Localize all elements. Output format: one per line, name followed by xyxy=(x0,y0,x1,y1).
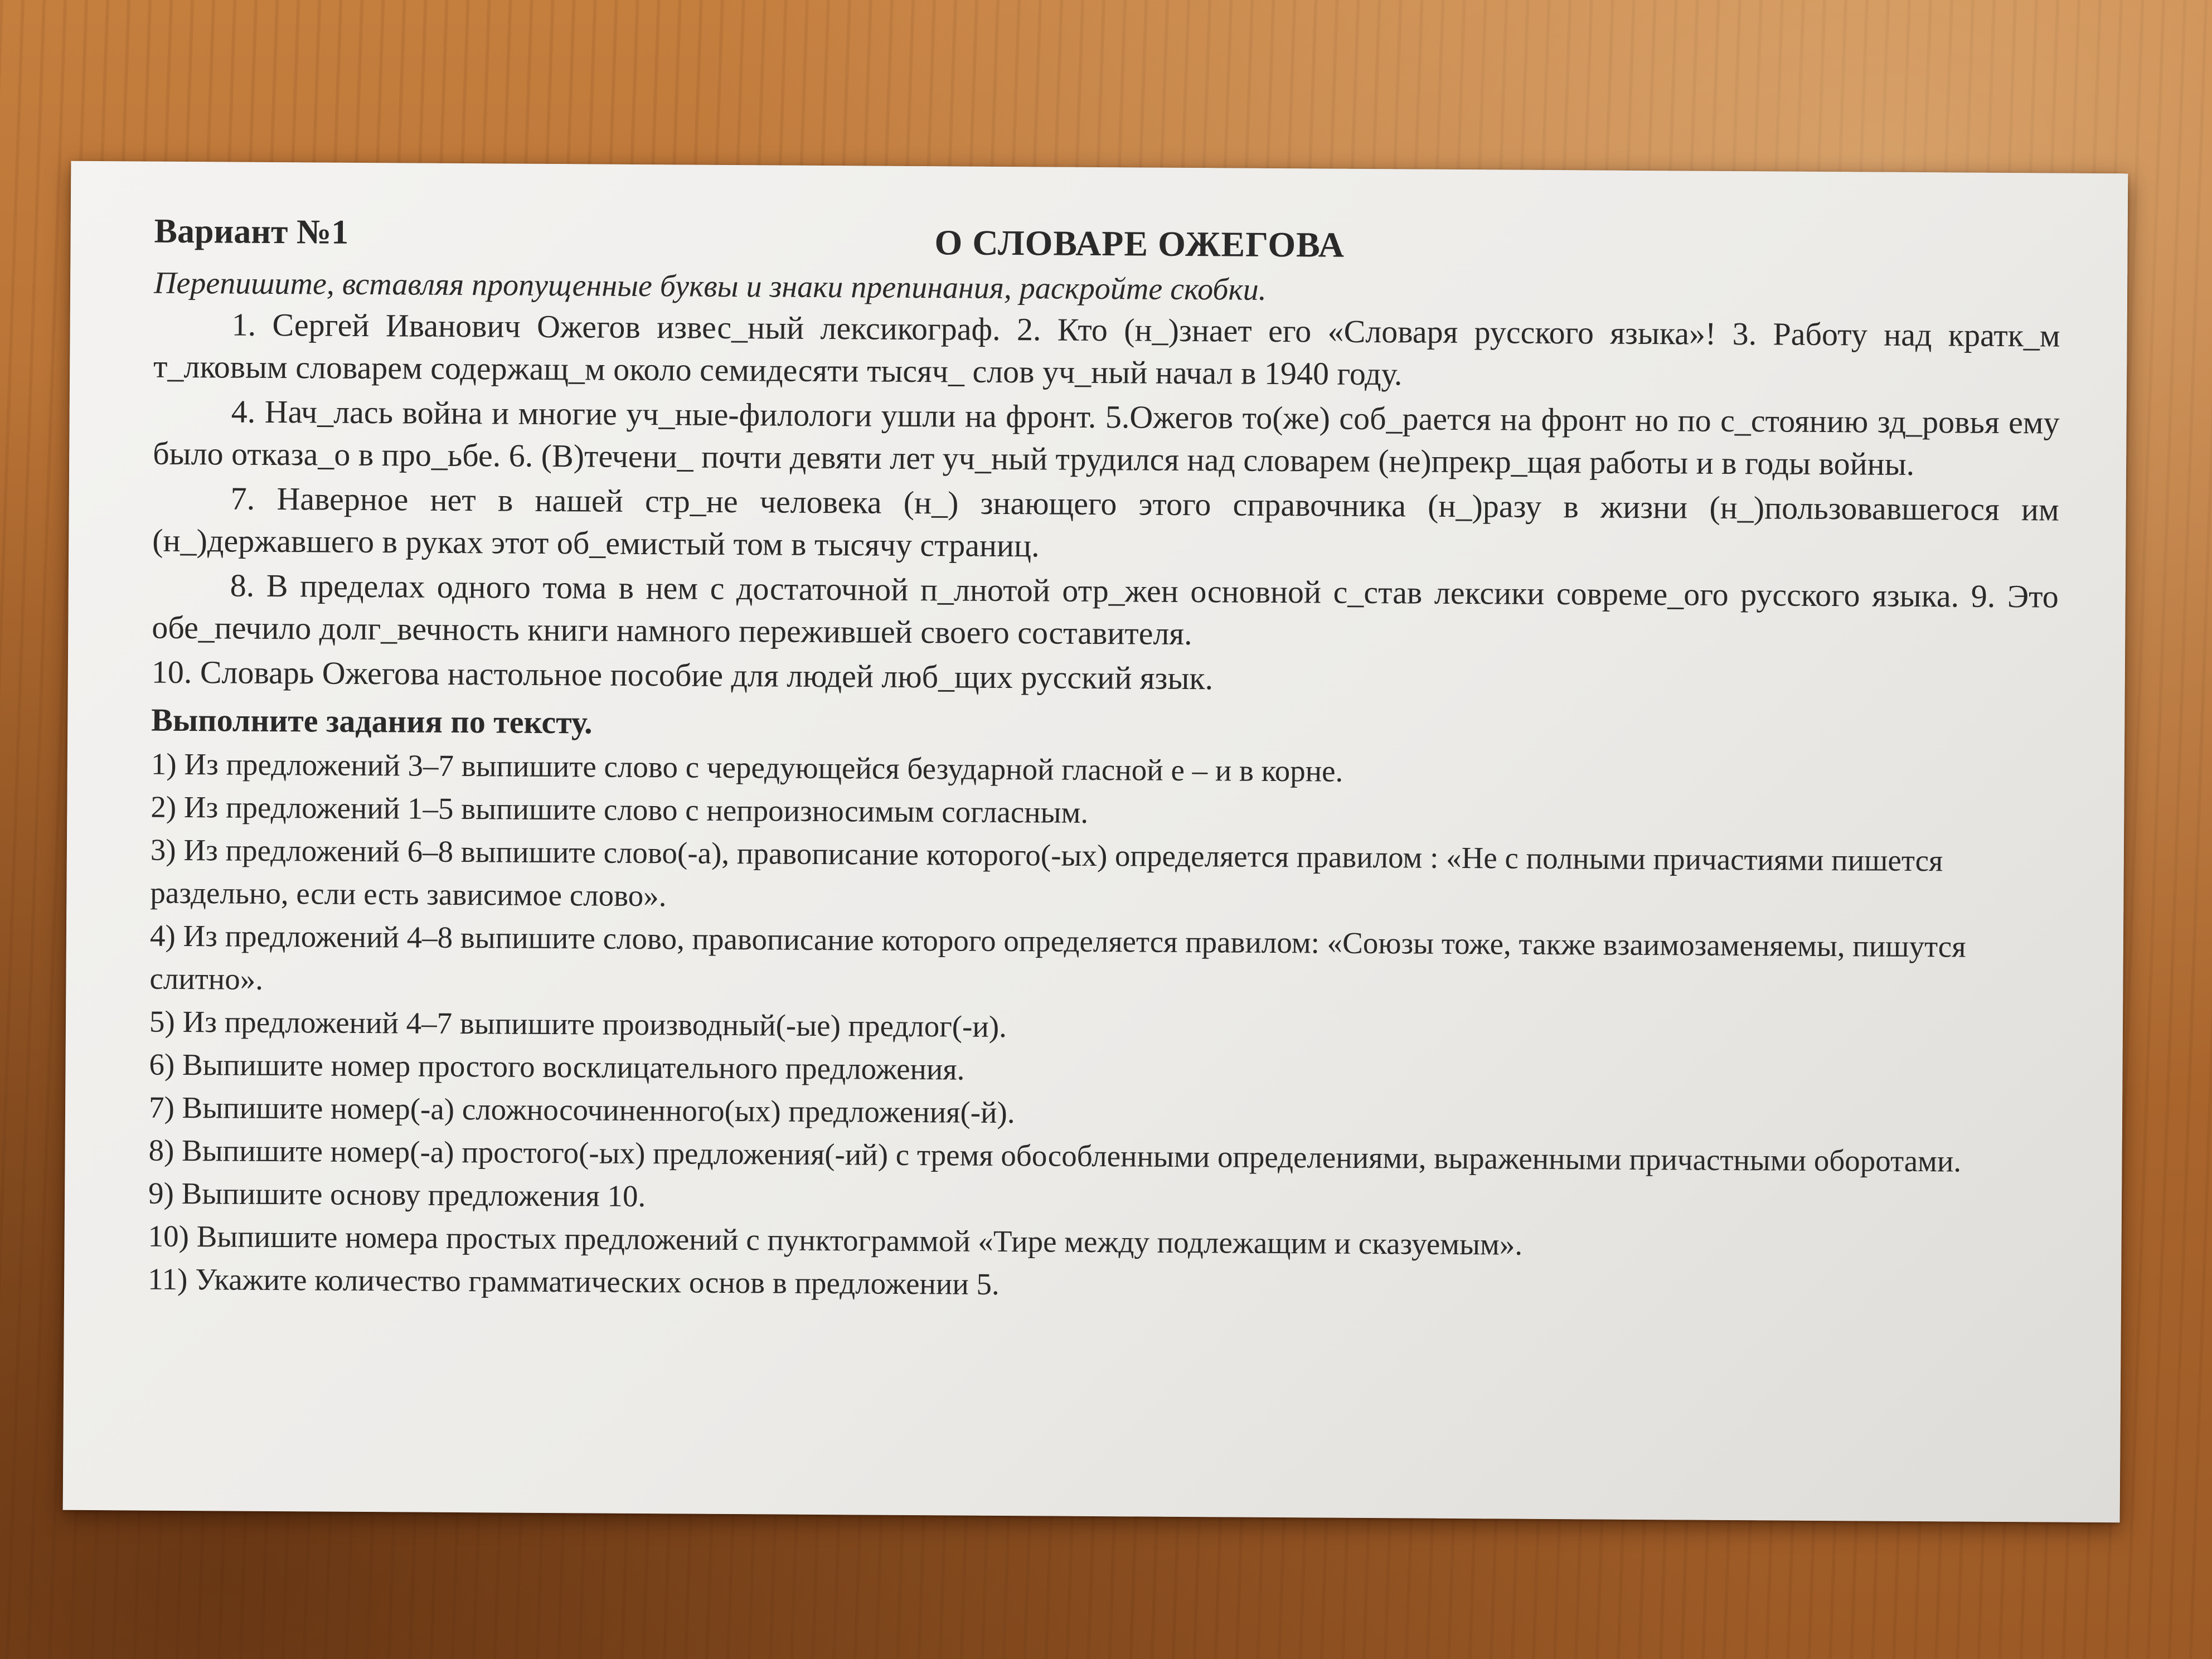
task-item: 10) Выпишите номера простых предложений с пунктограммой «Тире между подлежащим и сказуемым». xyxy=(148,1219,1523,1262)
task-item: 6) Выпишите номер простого восклицательного предложения. xyxy=(149,1047,965,1086)
text-paragraph: 8. В пределах одного тома в нем с достаточной п_лнотой отр_жен основной с_став лексики совреме_ого русского языка. 9. Это обе_печило долг_вечность книги намного пережившей своего составителя. xyxy=(152,567,2059,652)
tasks-heading: Выполните задания по тексту. xyxy=(151,701,593,741)
task-item: 7) Выпишите номер(-а) сложносочиненного(ых) предложения(-й). xyxy=(148,1090,1015,1130)
task-item: 4) Из предложений 4–8 выпишите слово, правописание которого определяется правилом: «Союзы тоже, также взаимозаменяемы, пишутся слитно». xyxy=(149,918,1966,996)
text-paragraph: 7. Наверное нет в нашей стр_не человека (н_) знающего этого справочника (н_)разу в жизни (н_)пользовавшегося им (н_)державшего в руках этот об_емистый том в тысячу страниц. xyxy=(152,480,2059,564)
task-item: 11) Укажите количество грамматических основ в предложении 5. xyxy=(147,1262,1000,1301)
task-item: 2) Из предложений 1–5 выпишите слово с непроизносимым согласным. xyxy=(151,789,1089,830)
task-item: 1) Из предложений 3–7 выпишите слово с чередующейся безударной гласной е – и в корне. xyxy=(151,746,1343,788)
text-paragraph: 4. Нач_лась война и многие уч_ные-филологи ушли на фронт. 5.Ожегов то(же) соб_рается на фронт но по с_стоянию зд_ровья ему было отказа_о в про_ьбе. 6. (В)течени_ почти девяти лет уч_ный трудился над словарем (не)прекр_щая работы и в годы войны. xyxy=(153,393,2060,482)
variant-label: Вариант №1 xyxy=(154,212,349,251)
instruction-text: Перепишите, вставляя пропущенные буквы и знаки препинания, раскройте скобки. xyxy=(153,265,1267,307)
task-item: 3) Из предложений 6–8 выпишите слово(-а), правописание которого(-ых) определяется правилом : «Не с полными причастиями пишется раздельно, если есть зависимое слово». xyxy=(150,832,1943,913)
task-item: 9) Выпишите основу предложения 10. xyxy=(148,1176,646,1214)
worksheet-title: О СЛОВАРЕ ОЖЕГОВА xyxy=(934,222,1345,265)
header-row xyxy=(154,212,2061,279)
text-paragraph: 1. Сергей Иванович Ожегов извес_ный лексикограф. 2. Кто (н_)знает его «Словаря русского языка»! 3. Работу над кратк_м т_лковым словарем содержащ_м около семидесяти тысяч_ слов уч_ный начал в 1940 году. xyxy=(153,306,2060,392)
task-item: 5) Из предложений 4–7 выпишите производный(-ые) предлог(-и). xyxy=(149,1004,1007,1044)
text-paragraph: 10. Словарь Ожегова настольное пособие для людей люб_щих русский язык. xyxy=(151,653,1214,697)
task-item: 8) Выпишите номер(-а) простого(-ых) предложения(-ий) с тремя обособленными определениями, выраженными причастными оборотами. xyxy=(148,1133,1962,1178)
worksheet-paper xyxy=(63,161,2128,1522)
